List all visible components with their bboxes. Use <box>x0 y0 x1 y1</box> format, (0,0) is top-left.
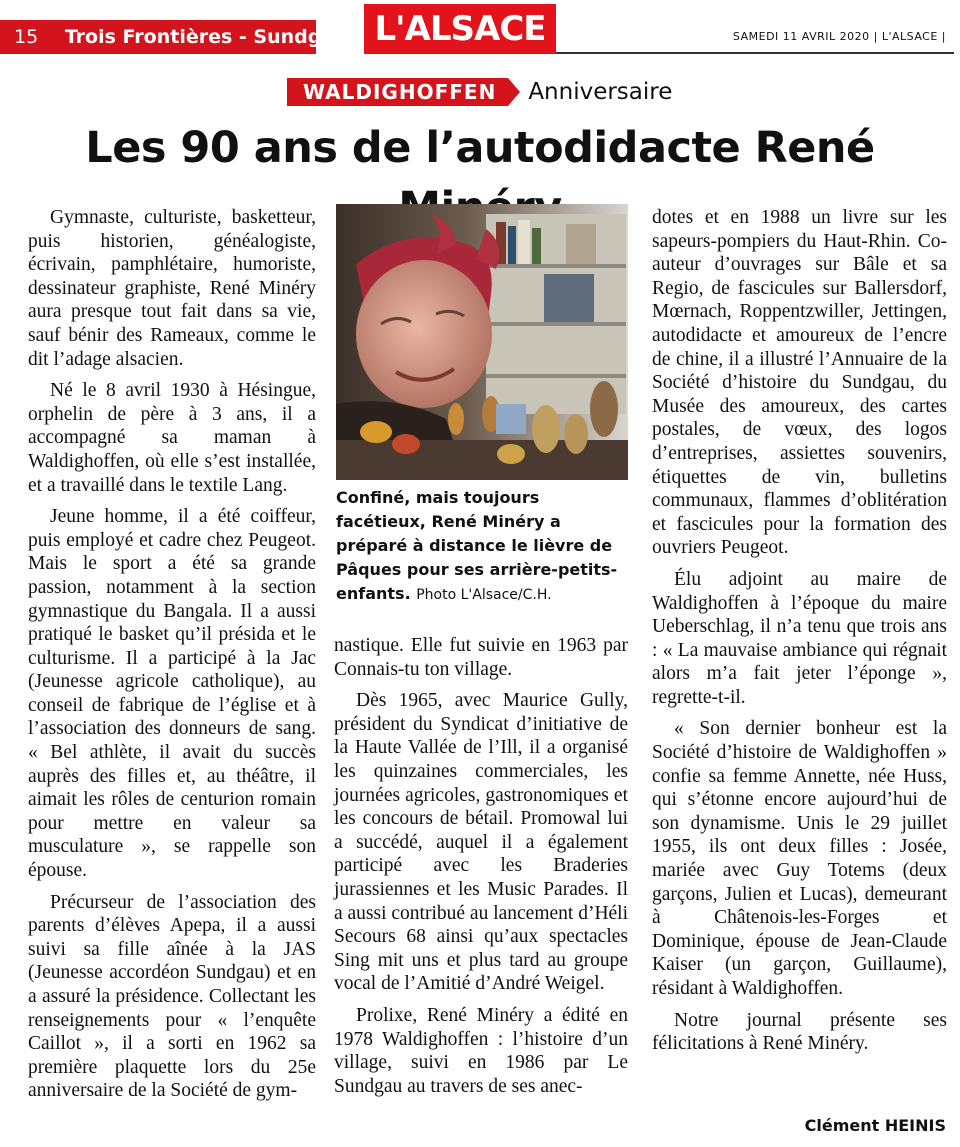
date-line: SAMEDI 11 AVRIL 2020 | L'ALSACE | <box>732 30 946 43</box>
arrow-icon <box>508 78 520 106</box>
paragraph: Prolixe, René Minéry a édité en 1978 Waldighoffen : l’histoire d’un village, suivi en 1986 par Le Sundgau au travers de ses anec- <box>334 1004 628 1097</box>
article-column-2 <box>334 634 628 1098</box>
paragraph: dotes et en 1988 un livre sur les sapeurs-pompiers du Haut-Rhin. Co-auteur d’ouvrages sur Bâle et sa Regio, de fascicules sur Ballersdorf, Mœrnach, Roppentzwiller, Jettingen, autodidacte et amoureux de l’encre de chine, il a illustré l’Annuaire de la Société d’histoire du Sundgau, du Musée des amoureux, des cartes postales, de vœux, des logos d’entreprises, assiettes souvenirs, étiquettes de vin, bulletins communaux, flammes d’oblitération et fascicules pour la formation des ouvriers Peugeot. <box>652 207 947 559</box>
newspaper-logo: L'ALSACE <box>364 4 556 54</box>
article-title: Les 90 ans de l’autodidacte René <box>85 123 875 173</box>
photo-illustration <box>336 204 628 480</box>
article-column-1 <box>28 206 316 1103</box>
paragraph: Élu adjoint au maire de Waldighoffen à l’époque du maire Ueberschlag, il n’a tenu que trois ans : « La mauvaise ambiance qui régnait alors m’a fait jeter l’éponge », regrette-t-il. <box>652 568 947 708</box>
article-photo <box>336 204 628 480</box>
location-label: WALDIGHOFFEN <box>287 78 508 106</box>
page-number: 15 <box>14 26 39 48</box>
caption-text: Confiné, mais toujours facétieux, René Minéry a préparé à distance le lièvre de Pâques pour ses arrière-petits-enfants. <box>336 488 618 603</box>
paragraph: Précurseur de l’association des parents d’élèves Apepa, il a aussi suivi sa fille aînée à la JAS (Jeunesse accordéon Sundgau) et en a assuré la présidence. Collectant les renseignements pour « l’enquête Caillot », il a sorti en 1962 sa première plaquette lors du 25e anniversaire de la Société de gym- <box>28 891 316 1102</box>
page-header <box>0 0 960 58</box>
paragraph: Né le 8 avril 1930 à Hésingue, orphelin de père à 3 ans, il a accompagné sa maman à Waldighoffen, où elle s’est installée, et a travaillé dans le textile Lang. <box>28 380 316 496</box>
section-banner <box>0 20 348 54</box>
rubric-label: Anniversaire <box>528 79 673 105</box>
paragraph: Dès 1965, avec Maurice Gully, président du Syndicat d’initiative de la Haute Vallée de l’Ill, il a organisé les quinzaines commerciales, les journées agricoles, gastronomiques et les concours de bétail. Promowal lui a succédé, auquel il a également participé avec les Braderies jurassiennes et les Music Parades. Il a aussi contribué au lancement d’Héli Secours 68 ainsi qu’aux spectacles Sing mit uns et plus tard au groupe vocal de l’Amitié d’André Weigel. <box>334 690 629 995</box>
section-name: Trois Frontières - Sundgau <box>64 26 348 48</box>
paragraph: nastique. Elle fut suivie en 1963 par Connais-tu ton village. <box>334 635 628 680</box>
paragraph: Gymnaste, culturiste, basketteur, puis historien, généalogiste, écrivain, pamphlétaire, humoriste, dessinateur graphiste, René Minéry aura presque tout fait dans sa vie, sauf bénir des Rameaux, comme le dit l’adage alsacien. <box>28 207 316 370</box>
header-rule <box>556 52 954 54</box>
author-signature: Clément HEINIS <box>804 1116 946 1135</box>
article-kicker <box>287 78 672 108</box>
photo-credit: Photo L'Alsace/C.H. <box>416 587 552 603</box>
article-column-3 <box>652 206 947 1056</box>
paragraph: « Son dernier bonheur est la Société d’histoire de Waldighoffen » confie sa femme Annette, née Huss, qui s’étonne encore aujourd’hui de son dynamisme. Unis le 29 juillet 1955, ils ont deux filles : Josée, mariée avec Guy Totems (deux garçons, Julien et Lucas), demeurant à Châtenois-les-Forges et Dominique, épouse de Jean-Claude Kaiser (un garçon, Guillaume), résidant à Waldighoffen. <box>652 718 947 999</box>
paragraph: Notre journal présente ses félicitations à René Minéry. <box>652 1009 947 1055</box>
paragraph: Jeune homme, il a été coiffeur, puis employé et cadre chez Peugeot. Mais le sport a été sa grande passion, notamment à la section gymnastique du Bangala. Il a aussi pratiqué le basket qu’il présida et le culturisme. Il a participé à la Jac (Jeunesse agricole catholique), au conseil de fabrique de l’église et à l’association des donneurs de sang. « Bel athlète, il avait du succès auprès des filles et, au théâtre, il aimait les rôles de centurion romain pour mettre en valeur sa musculature », se rappelle son épouse. <box>28 506 316 882</box>
photo-caption <box>336 486 628 607</box>
